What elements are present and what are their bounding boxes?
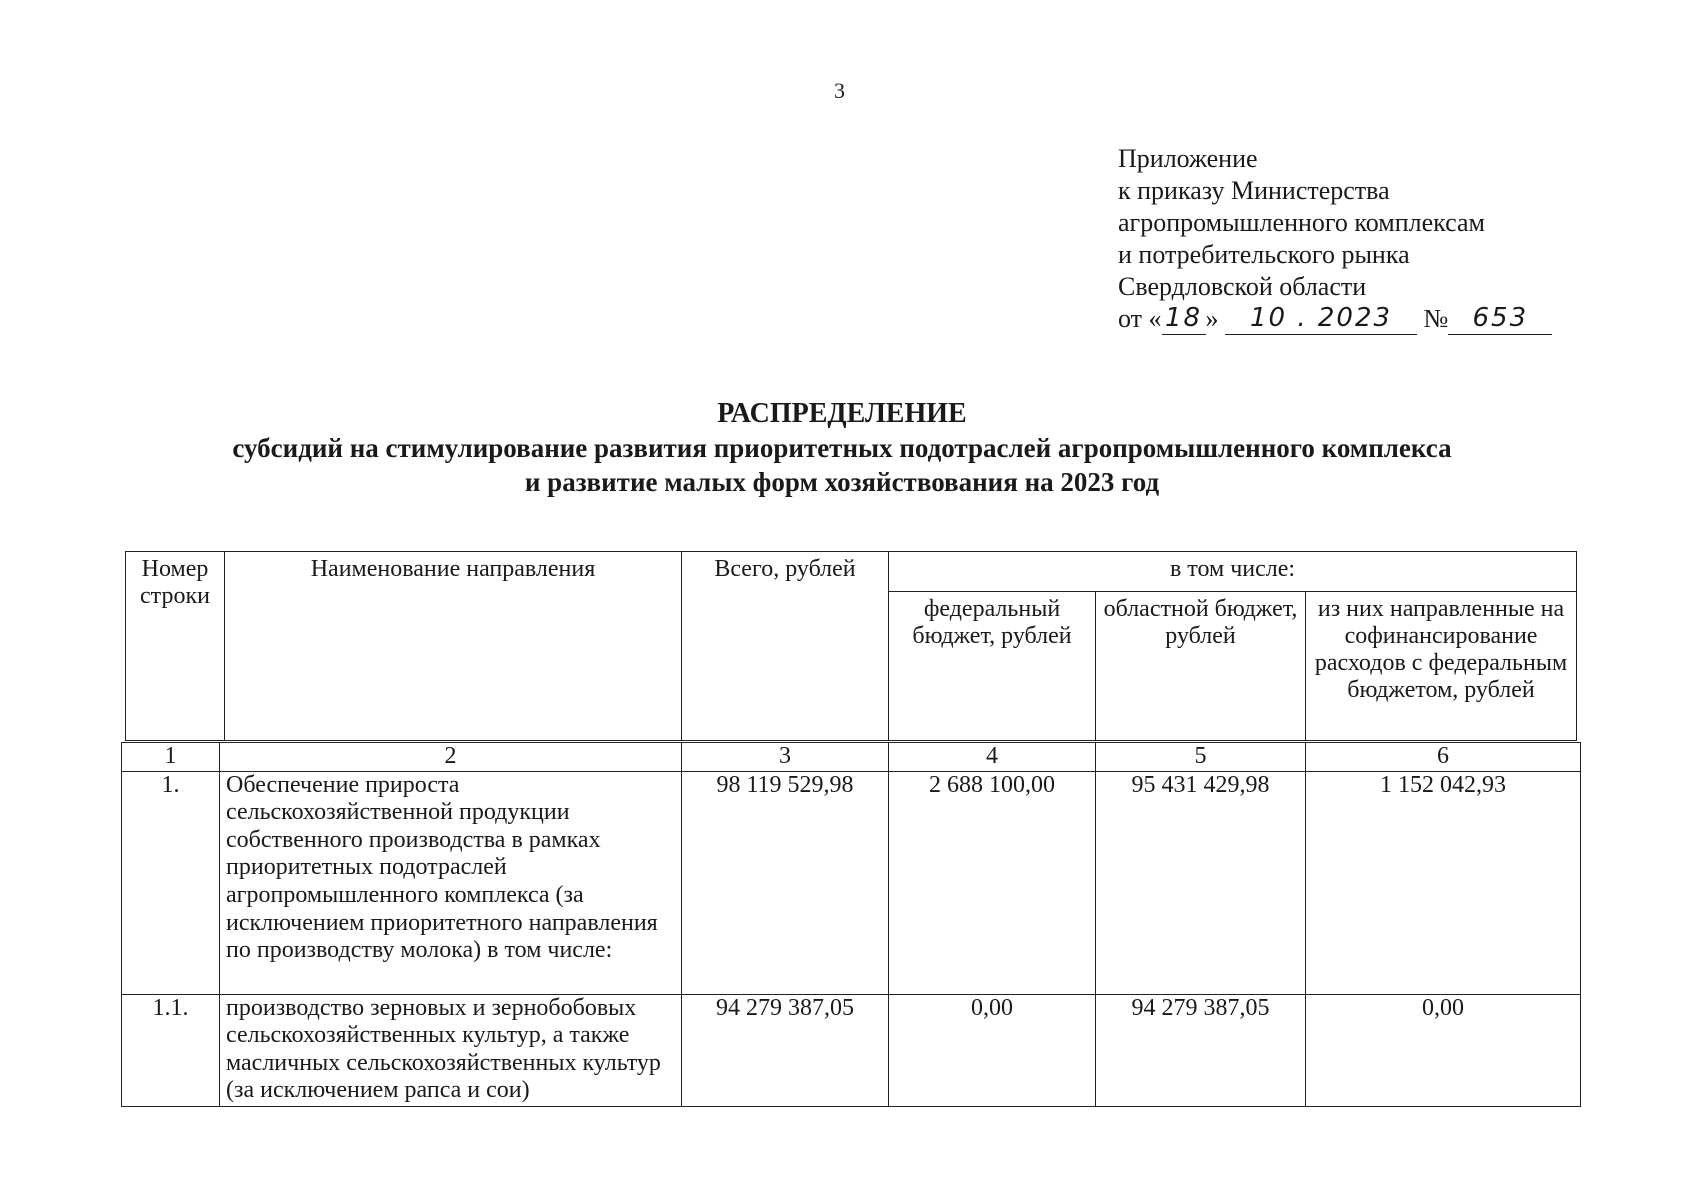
row-number: 1. bbox=[122, 771, 220, 994]
row-cofinancing: 1 152 042,93 bbox=[1306, 771, 1581, 994]
column-number: 1 bbox=[122, 743, 220, 772]
handwritten-month-year: 10 . 2023 bbox=[1225, 304, 1417, 335]
row-federal: 2 688 100,00 bbox=[889, 771, 1096, 994]
column-number: 6 bbox=[1306, 743, 1581, 772]
row-federal: 0,00 bbox=[889, 994, 1096, 1106]
header-total: Всего, рублей bbox=[682, 552, 889, 741]
document-subtitle-line-1: субсидий на стимулирование развития приоритетных подотраслей агропромышленного комплекса bbox=[232, 433, 1452, 463]
appendix-line-1: Приложение bbox=[1118, 144, 1258, 173]
header-federal-budget: федеральный бюджет, рублей bbox=[889, 592, 1096, 741]
document-subtitle-line-2: и развитие малых форм хозяйствования на 2023 год bbox=[524, 467, 1160, 497]
column-number: 3 bbox=[682, 743, 889, 772]
appendix-line-3: агропромышленного комплексам bbox=[1118, 208, 1485, 237]
appendix-block bbox=[1118, 143, 1552, 335]
page-number: 3 bbox=[834, 78, 845, 103]
date-mid: » bbox=[1205, 304, 1219, 333]
document-title: РАСПРЕДЕЛЕНИЕ bbox=[717, 398, 967, 429]
row-regional: 95 431 429,98 bbox=[1096, 771, 1306, 994]
header-row-number: Номер строки bbox=[126, 552, 225, 741]
row-cofinancing: 0,00 bbox=[1306, 994, 1581, 1106]
column-number: 2 bbox=[220, 743, 682, 772]
header-direction-name: Наименование направления bbox=[225, 552, 682, 741]
appendix-date-line bbox=[1118, 303, 1552, 335]
header-including: в том числе: bbox=[889, 552, 1577, 592]
row-total: 98 119 529,98 bbox=[682, 771, 889, 994]
column-number: 4 bbox=[889, 743, 1096, 772]
column-number-row bbox=[122, 743, 1581, 772]
row-name: Обеспечение прироста сельскохозяйственной продукции собственного производства в рамках приоритетных подотраслей агропромышленного комплекса (за исключением приоритетного направления по производству молока) в том числе: bbox=[220, 771, 682, 994]
handwritten-day: 18 bbox=[1162, 304, 1206, 335]
table-row bbox=[122, 771, 1581, 994]
appendix-line-2: к приказу Министерства bbox=[1118, 176, 1390, 205]
data-table bbox=[121, 742, 1581, 1107]
header-regional-budget: областной бюджет, рублей bbox=[1096, 592, 1306, 741]
table-header bbox=[125, 551, 1577, 741]
appendix-line-4: и потребительского рынка bbox=[1118, 240, 1410, 269]
handwritten-order-number: 653 bbox=[1448, 304, 1552, 335]
date-prefix: от « bbox=[1118, 304, 1162, 333]
row-number: 1.1. bbox=[122, 994, 220, 1106]
row-name: производство зерновых и зернобобовых сельскохозяйственных культур, а также масличных сельскохозяйственных культур (за исключением рапса и сои) bbox=[220, 994, 682, 1106]
table-row bbox=[122, 994, 1581, 1106]
row-total: 94 279 387,05 bbox=[682, 994, 889, 1106]
appendix-line-5: Свердловской области bbox=[1118, 272, 1367, 301]
header-cofinancing: из них направленные на софинансирование расходов с федеральным бюджетом, рублей bbox=[1306, 592, 1577, 741]
number-sign: № bbox=[1423, 304, 1449, 333]
column-number: 5 bbox=[1096, 743, 1306, 772]
row-regional: 94 279 387,05 bbox=[1096, 994, 1306, 1106]
